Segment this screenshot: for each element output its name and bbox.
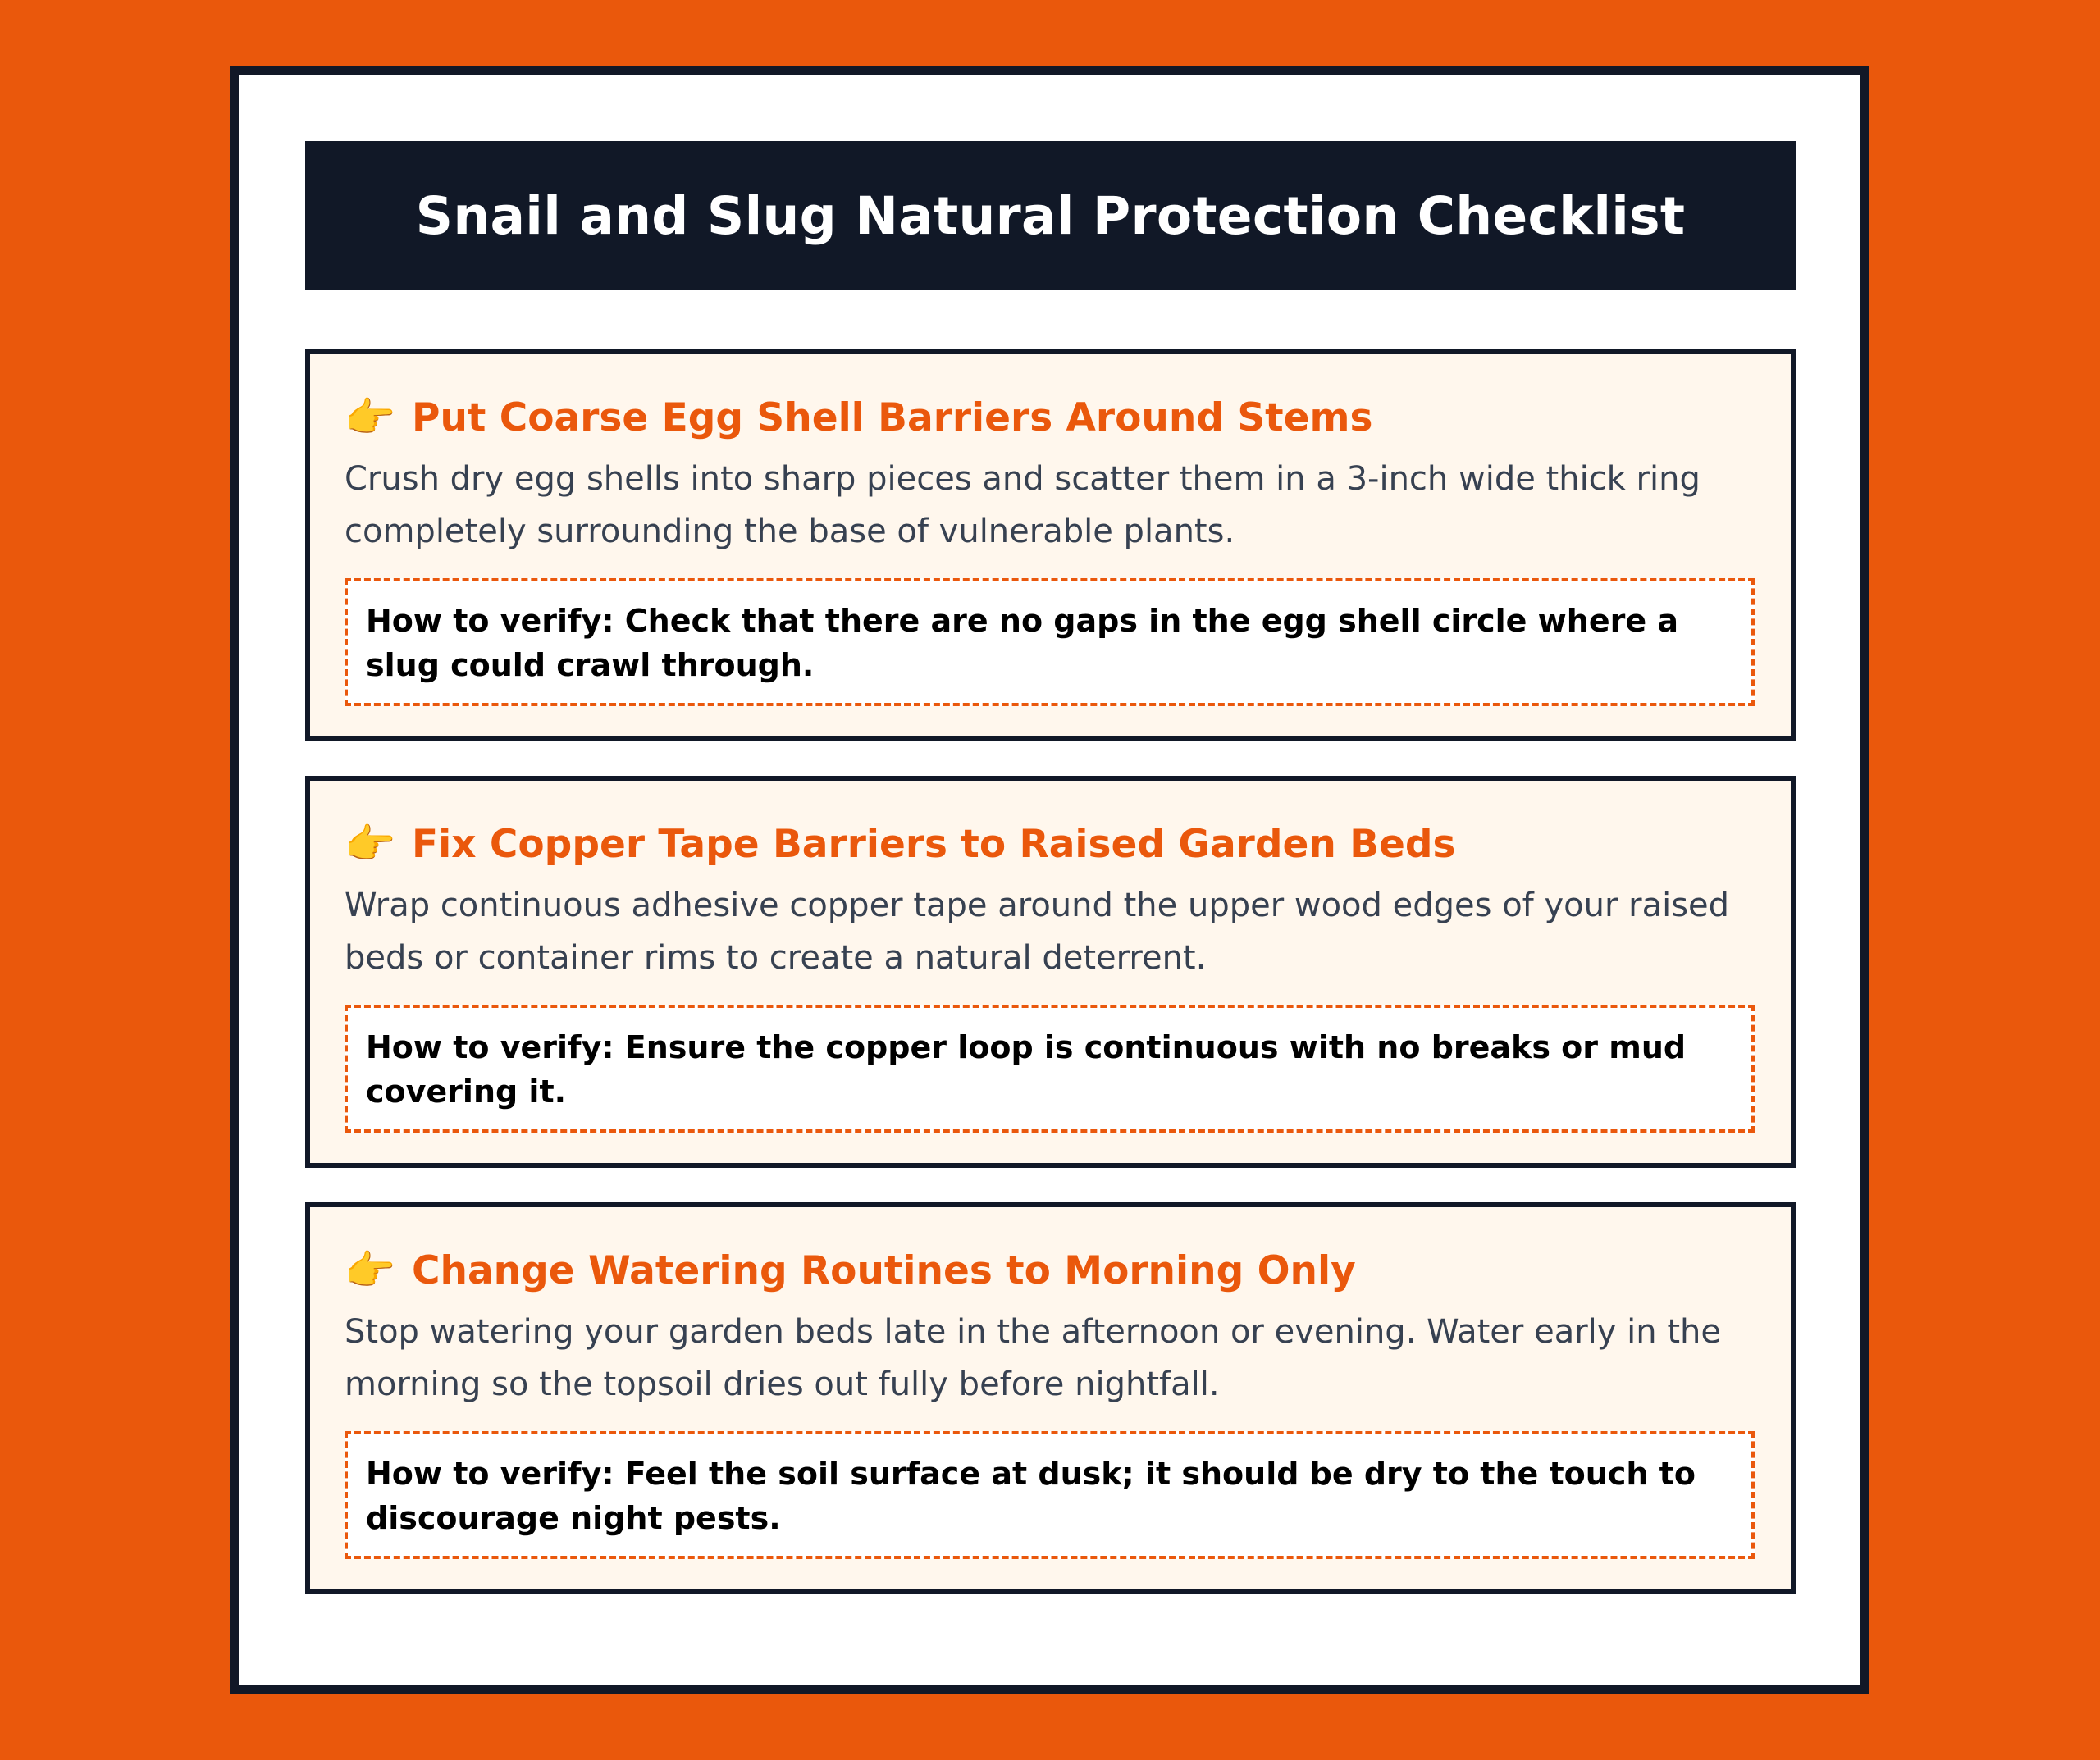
pointing-hand-icon: 👉 [345,1247,396,1294]
page-title: Snail and Slug Natural Protection Checklist [415,185,1686,246]
item-title: Fix Copper Tape Barriers to Raised Garden Beds [412,821,1456,867]
item-header [345,390,1755,445]
item-header [345,817,1755,871]
pointing-hand-icon: 👉 [345,820,396,868]
checklist-sheet [230,66,1869,1694]
checklist-item [305,1202,1796,1594]
verify-box: How to verify: Feel the soil surface at dusk; it should be dry to the touch to discourage night pests. [345,1431,1755,1559]
checklist-item [305,776,1796,1168]
checklist-item [305,349,1796,741]
verify-box: How to verify: Check that there are no gaps in the egg shell circle where a slug could crawl through. [345,578,1755,706]
item-header [345,1243,1755,1297]
item-description: Wrap continuous adhesive copper tape around the upper wood edges of your raised beds or container rims to create a natural deterrent. [345,887,1730,977]
verify-box: How to verify: Ensure the copper loop is continuous with no breaks or mud covering it. [345,1005,1755,1133]
item-description: Crush dry egg shells into sharp pieces and scatter them in a 3-inch wide thick ring completely surrounding the base of vulnerable plants. [345,460,1701,550]
pointing-hand-icon: 👉 [345,394,396,441]
item-title: Change Watering Routines to Morning Only [412,1247,1356,1293]
item-description: Stop watering your garden beds late in the afternoon or evening. Water early in the morning so the topsoil dries out fully before nightfall. [345,1313,1721,1403]
title-bar [305,141,1796,290]
item-title: Put Coarse Egg Shell Barriers Around Stems [412,394,1373,440]
